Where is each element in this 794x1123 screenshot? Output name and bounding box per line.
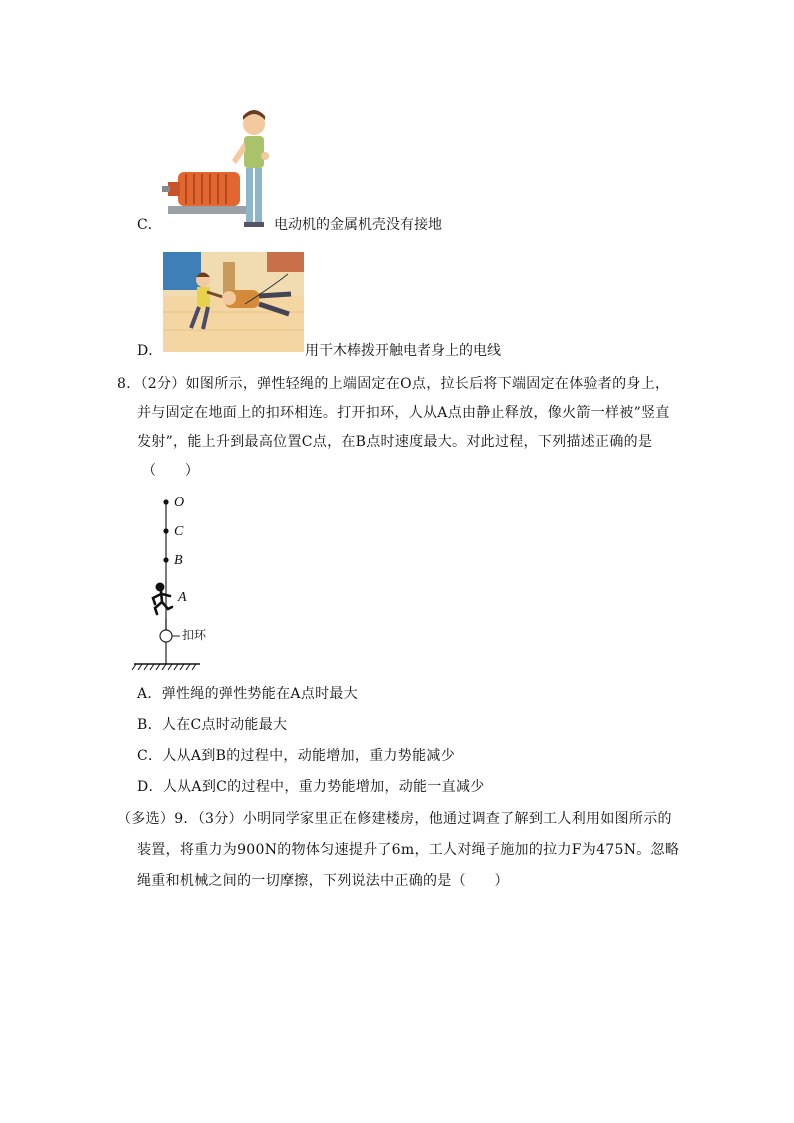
motor-base <box>168 206 248 214</box>
q8-option-b: B．人在C点时动能最大 <box>137 717 288 733</box>
question-8-number: 8．（2分） <box>117 376 186 392</box>
option-d-text: 用干木棒拨开触电者身上的电线 <box>305 343 501 359</box>
question-8-line3: 发射”，能上升到最高位置C点，在B点时速度最大。对此过程，下列描述正确的是 <box>137 434 653 450</box>
buckle-ring <box>160 630 172 642</box>
label-b: B <box>174 553 183 568</box>
point-o <box>163 499 168 504</box>
question-8-line2: 并与固定在地面上的扣环相连。打开扣环，人从A点由静止释放，像火箭一样被”竖直 <box>137 405 670 421</box>
point-c <box>163 528 168 533</box>
buckle-ring-label: 扣环 <box>182 628 207 642</box>
door <box>163 252 201 290</box>
question-9-line1 <box>117 805 687 834</box>
q8-option-a: A．弹性绳的弹性势能在A点时最大 <box>137 686 359 702</box>
bungee-figure <box>128 490 238 674</box>
q8-option-d: D．人从A到C的过程中，重力势能增加，动能一直减少 <box>137 779 485 795</box>
question-9-line2: 装置，将重力为900N的物体匀速提升了6m，工人对绳子施加的拉力F为475N。忽略 <box>137 842 680 858</box>
motor-illustration <box>162 108 274 230</box>
option-c-letter: C． <box>137 217 162 233</box>
person-figure <box>153 583 172 615</box>
question-8-answer-bracket: （ ） <box>142 463 200 479</box>
question-8-line1 <box>117 370 677 399</box>
label-o: O <box>174 495 185 510</box>
option-d-letter: D． <box>137 343 163 359</box>
option-c-text: 电动机的金属机壳没有接地 <box>274 217 442 233</box>
label-c: C <box>174 524 184 539</box>
question-9-text-1: 小明同学家里正在修建楼房，他通过调查了解到工人利用如图所示的 <box>242 811 672 827</box>
question-8-text-1: 如图所示，弹性轻绳的上端固定在O点，拉长后将下端固定在体验者的身上， <box>185 376 670 392</box>
question-9-prefix: （多选）9．（3分） <box>117 811 243 827</box>
person-shirt <box>244 136 264 168</box>
rescue-illustration <box>163 252 304 352</box>
curtain <box>267 252 304 272</box>
point-b <box>163 557 168 562</box>
q8-option-c: C．人从A到B的过程中，动能增加，重力势能减少 <box>137 748 456 764</box>
question-9-line3: 绳重和机械之间的一切摩擦，下列说法中正确的是（ ） <box>137 873 509 889</box>
label-a: A <box>178 590 187 605</box>
